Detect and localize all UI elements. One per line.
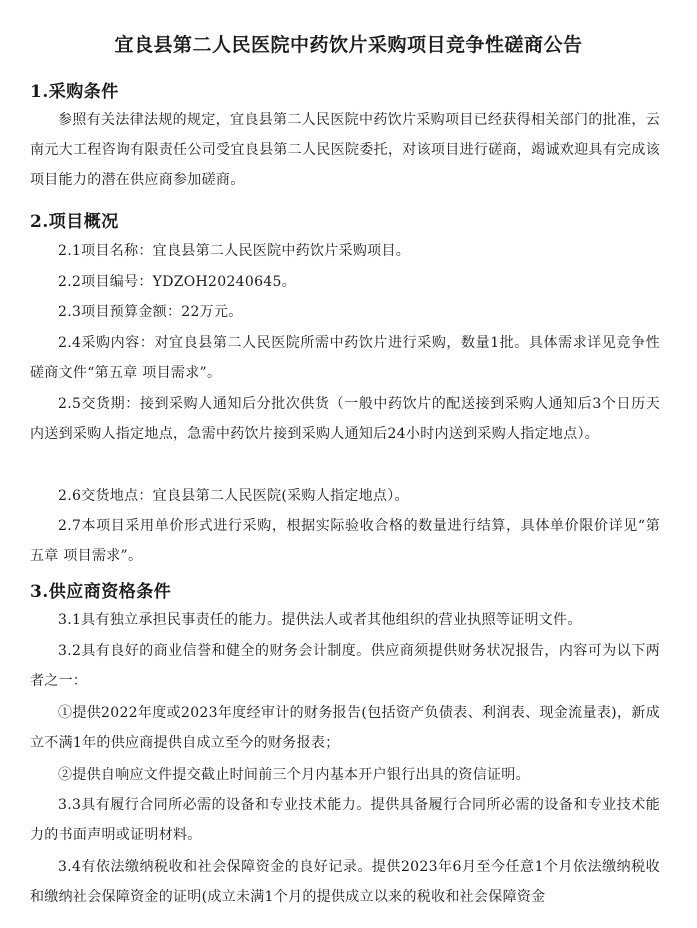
paragraph-procurement-conditions: 参照有关法律法规的规定，宜良县第二人民医院中药饮片采购项目已经获得相关部门的批准，云南元大工程咨询有限责任公司受宜良县第二人民医院委托，对该项目进行磋商，竭诚欢迎具有完成该项目能力的潜在供应商参加磋商。	[30, 112, 660, 188]
paragraph-delivery-period: 2.5交货期：接到采购人通知后分批次供货（一般中药饮片的配送接到采购人通知后3个日历天内送到采购人指定地点，急需中药饮片接到采购人通知后24小时内送到采购人指定地点）。	[30, 396, 660, 442]
paragraph-qualification-3-1: 3.1具有独立承担民事责任的能力。提供法人或者其他组织的营业执照等证明文件。	[58, 612, 582, 628]
paragraph-financial-option-1: ①提供2022年度或2023年度经审计的财务报告(包括资产负债表、利润表、现金流量表)，新成立不满1年的供应商提供自成立至今的财务报表；	[30, 705, 660, 751]
section-heading-supplier-qualifications: 3.供应商资格条件	[30, 582, 172, 602]
paragraph-qualification-3-2: 3.2具有良好的商业信誉和健全的财务会计制度。供应商须提供财务状况报告，内容可为以下两者之一：	[30, 643, 660, 689]
section-heading-procurement-conditions: 1.采购条件	[30, 82, 119, 102]
paragraph-project-budget: 2.3项目预算金额：22万元。	[58, 304, 243, 320]
paragraph-project-name: 2.1项目名称：宜良县第二人民医院中药饮片采购项目。	[58, 243, 411, 259]
paragraph-qualification-3-3: 3.3具有履行合同所必需的设备和专业技术能力。提供具备履行合同所必需的设备和专业技术能力的书面声明或证明材料。	[30, 797, 660, 843]
document-title: 宜良县第二人民医院中药饮片采购项目竞争性磋商公告	[114, 34, 583, 56]
paragraph-unit-price: 2.7本项目采用单价形式进行采购，根据实际验收合格的数量进行结算，具体单价限价详见“第五章 项目需求”。	[30, 518, 660, 564]
paragraph-procurement-content: 2.4采购内容：对宜良县第二人民医院所需中药饮片进行采购，数量1批。具体需求详见竞争性磋商文件“第五章 项目需求”。	[30, 335, 660, 381]
paragraph-qualification-3-4: 3.4有依法缴纳税收和社会保障资金的良好记录。提供2023年6月至今任意1个月依法缴纳税收和缴纳社会保障资金的证明(成立未满1个月的提供成立以来的税收和社会保障资金	[30, 859, 660, 905]
paragraph-delivery-location: 2.6交货地点：宜良县第二人民医院(采购人指定地点）。	[58, 488, 409, 504]
paragraph-project-number: 2.2项目编号：YDZOH20240645。	[58, 274, 297, 290]
section-heading-project-overview: 2.项目概况	[30, 212, 119, 232]
paragraph-financial-option-2: ②提供自响应文件提交截止时间前三个月内基本开户银行出具的资信证明。	[58, 767, 530, 783]
